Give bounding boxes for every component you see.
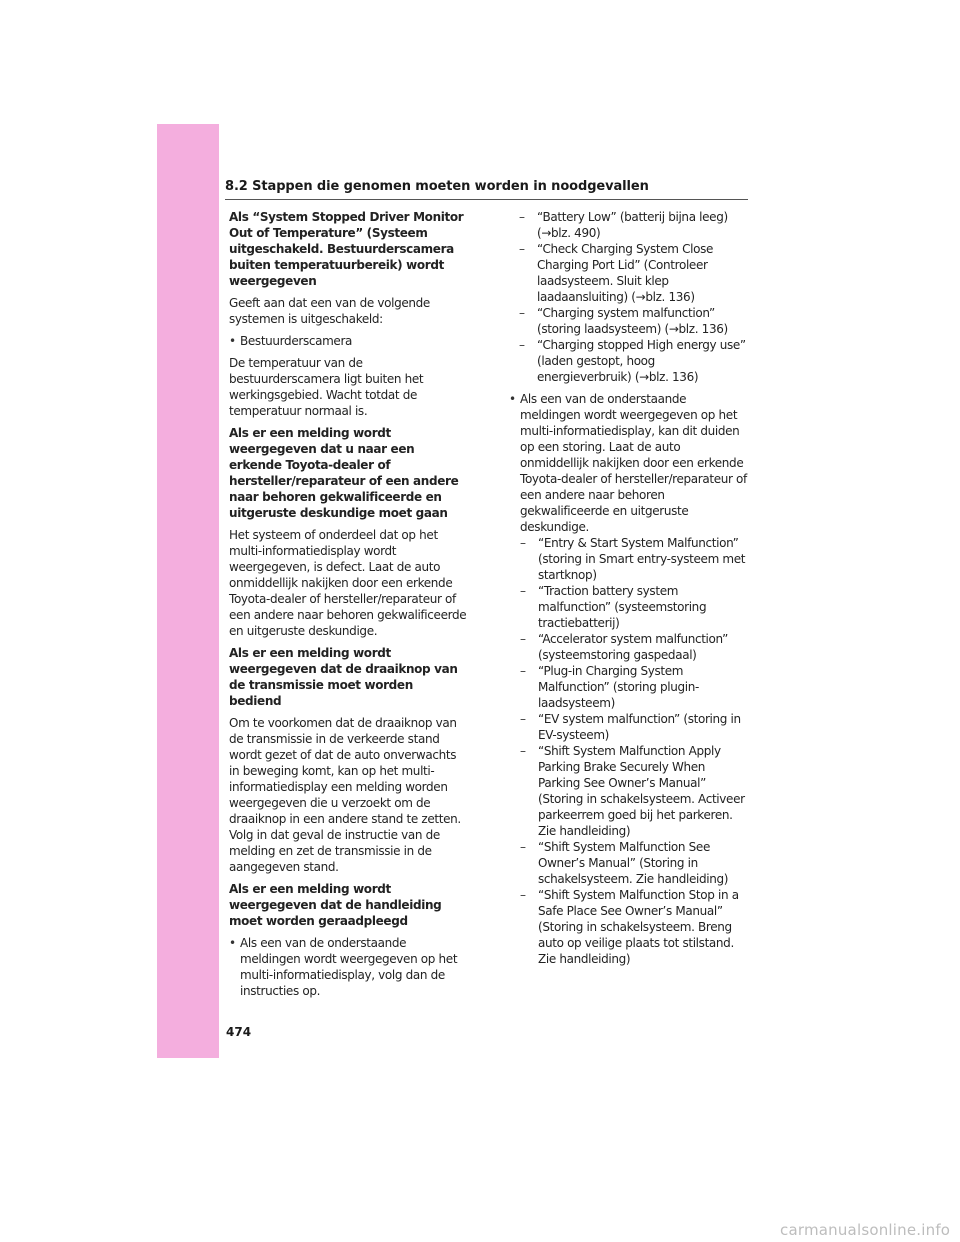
right-column bbox=[509, 209, 749, 973]
section-heading-dealer: Als er een melding wordt weergegeven dat u naar een erkende Toyota-dealer of hersteller/reparateur of een andere naar behoren gekwalificeerde en uitgeruste deskundige moet gaan bbox=[229, 426, 459, 520]
dash-item: – “Shift System Malfunction Apply Parking Brake Securely When Parking See Owner’s Manual” (Storing in schakelsysteem. Activeer parkeerrem goed bij het parkeren. Zie handleiding) bbox=[520, 743, 749, 839]
section-header: 8.2 Stappen die genomen moeten worden in noodgevallen bbox=[225, 179, 649, 194]
dash-item: – “Shift System Malfunction See Owner’s Manual” (Storing in schakelsysteem. Zie handleiding) bbox=[520, 839, 749, 887]
dash-item: – “Check Charging System Close Charging Port Lid” (Controleer laadsysteem. Sluit klep laadaansluiting) (→blz. 136) bbox=[519, 241, 749, 305]
paragraph-body: Om te voorkomen dat de draaiknop van de transmissie in de verkeerde stand wordt gezet of dat de auto onverwachts in beweging komt, kan op het multi-informatiedisplay een melding worden weergegeven die u verzoekt om de draaiknop in een andere stand te zetten. Volg in dat geval de instructie van de melding en zet de transmissie in de aangegeven stand. bbox=[229, 716, 461, 874]
dash-item: – “Plug-in Charging System Malfunction” (storing plugin-laadsysteem) bbox=[520, 663, 749, 711]
dash-item: – “Entry & Start System Malfunction” (storing in Smart entry-systeem met startknop) bbox=[520, 535, 749, 583]
dash-item: – “Charging stopped High energy use” (laden gestopt, hoog energieverbruik) (→blz. 136) bbox=[519, 337, 749, 385]
paragraph-body: Het systeem of onderdeel dat op het multi-informatiedisplay wordt weergegeven, is defect. Laat de auto onmiddellijk nakijken door een erkende Toyota-dealer of hersteller/reparateur of een andere naar behoren gekwalificeerde en uitgeruste deskundige. bbox=[229, 528, 467, 638]
section-heading-driver-monitor: Als “System Stopped Driver Monitor Out of Temperature” (Systeem uitgeschakeld. Bestuurderscamera buiten temperatuurbereik) wordt weergegeven bbox=[229, 210, 464, 288]
header-divider bbox=[225, 199, 748, 200]
section-heading-dial: Als er een melding wordt weergegeven dat de draaiknop van de transmissie moet worden bediend bbox=[229, 646, 458, 708]
dash-item: – “Shift System Malfunction Stop in a Safe Place See Owner’s Manual” (Storing in schakelsysteem. Breng auto op veilige plaats tot stilstand. Zie handleiding) bbox=[520, 887, 749, 967]
bullet-text: • Als een van de onderstaande meldingen wordt weergegeven op het multi-informatiedisplay, kan dit duiden op een storing. Laat de auto onmiddellijk nakijken door een erkende Toyota-dealer of hersteller/reparateur of een andere naar behoren gekwalificeerde en uitgeruste deskundige. bbox=[520, 392, 747, 534]
left-column bbox=[229, 209, 467, 1005]
bullet-item: • Bestuurderscamera bbox=[229, 333, 467, 349]
dash-item: – “Traction battery system malfunction” (systeemstoring tractiebatterij) bbox=[520, 583, 749, 631]
dash-item: – “Charging system malfunction” (storing laadsysteem) (→blz. 136) bbox=[519, 305, 749, 337]
chapter-tab-band bbox=[157, 124, 219, 1058]
paragraph-body: De temperatuur van de bestuurderscamera ligt buiten het werkingsgebied. Wacht totdat de temperatuur normaal is. bbox=[229, 356, 424, 418]
page-number: 474 bbox=[226, 1025, 252, 1039]
bullet-item: • Als een van de onderstaande meldingen wordt weergegeven op het multi-informatiedisplay, volg dan de instructies op. bbox=[229, 935, 467, 999]
section-heading-manual: Als er een melding wordt weergegeven dat de handleiding moet worden geraadpleegd bbox=[229, 882, 442, 928]
bullet-item-malfunction bbox=[509, 391, 749, 967]
paragraph-intro: Geeft aan dat een van de volgende systemen is uitgeschakeld: bbox=[229, 296, 430, 326]
dash-item: – “Accelerator system malfunction” (systeemstoring gaspedaal) bbox=[520, 631, 749, 663]
dash-item: – “EV system malfunction” (storing in EV-systeem) bbox=[520, 711, 749, 743]
watermark: carmanualsonline.info bbox=[780, 1221, 951, 1239]
dash-item: – “Battery Low” (batterij bijna leeg) (→blz. 490) bbox=[519, 209, 749, 241]
